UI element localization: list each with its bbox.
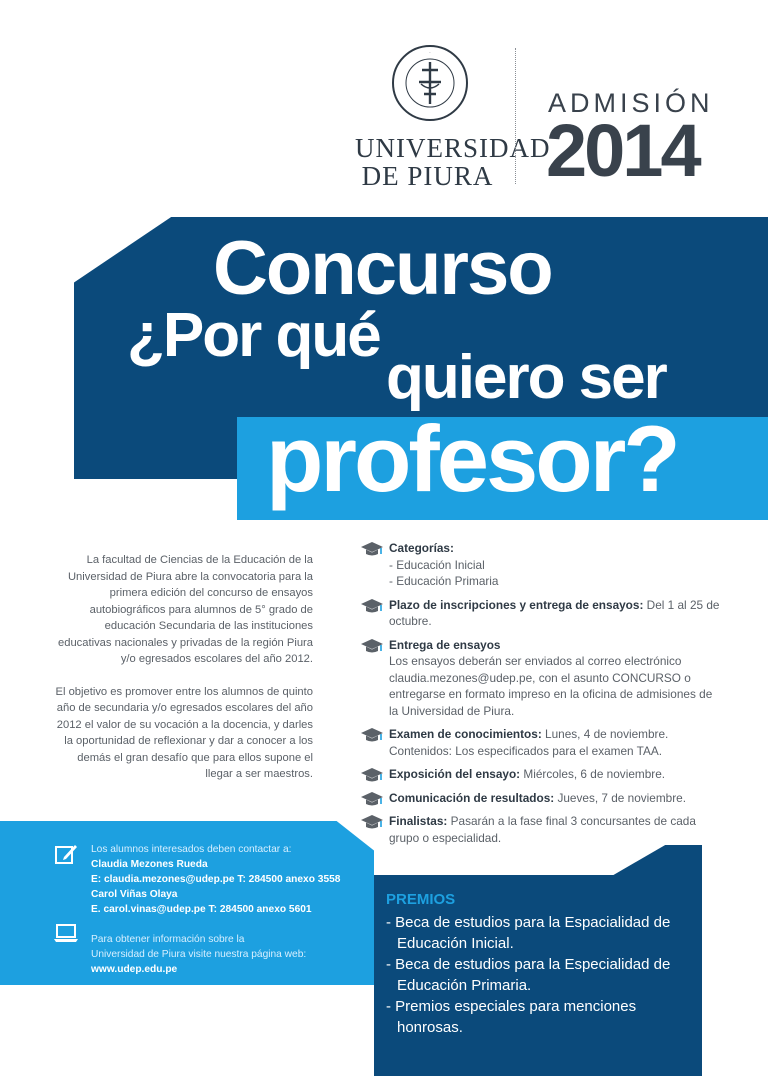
info-text: Jueves, 7 de noviembre. bbox=[554, 790, 686, 805]
info-title: Examen de conocimientos: bbox=[389, 727, 542, 741]
contact-intro: Los alumnos interesados deben contactar a: bbox=[91, 844, 292, 855]
info-line bbox=[389, 726, 720, 743]
premio-item: - Beca de estudios para la Especialidad de Educación Primaria. bbox=[386, 956, 671, 994]
info-line bbox=[389, 597, 720, 630]
admission-year: 2014 bbox=[546, 109, 699, 192]
graduation-cap-icon bbox=[360, 792, 384, 807]
info-title: Categorías: bbox=[389, 541, 454, 555]
graduation-cap-icon bbox=[360, 599, 384, 614]
info-item bbox=[360, 597, 720, 630]
intro-paragraph-1: La facultad de Ciencias de la Educación de la Universidad de Piura abre la convocatoria para la primera edición del concurso de ensayos autobiográficos para alumnos de 5° grado de educación Secundaria de las instituciones educativas nacionales y privadas de la región Piura y/o egresados escolares del año 2012. bbox=[58, 554, 313, 665]
contact-name-1: Claudia Mezones Rueda bbox=[91, 859, 208, 870]
info-title: Comunicación de resultados: bbox=[389, 790, 555, 805]
contact-name-2: Carol Viñas Olaya bbox=[91, 889, 178, 900]
admission-label: ADMISIÓN bbox=[548, 88, 714, 118]
info-line bbox=[389, 813, 720, 846]
intro-paragraph-2: El objetivo es promover entre los alumnos de quinto año de secundaria y/o egresados escolares del año 2012 el valor de su vocación a la docencia, y darles la oportunidad de reflexionar y dar a conocer a los demás el gran desafío que para ellos supone el llegar a ser maestros. bbox=[55, 685, 313, 780]
university-name-line1: UNIVERSIDAD bbox=[355, 133, 551, 163]
info-item bbox=[360, 726, 720, 759]
info-title: Plazo de inscripciones y entrega de ensayos: bbox=[389, 597, 644, 612]
info-item bbox=[360, 540, 720, 590]
graduation-cap-icon bbox=[360, 542, 384, 557]
web-intro-2: Universidad de Piura visite nuestra página web: bbox=[91, 949, 307, 960]
title-line1: Concurso bbox=[213, 226, 552, 311]
info-item bbox=[360, 813, 720, 846]
info-title: Entrega de ensayos bbox=[389, 637, 501, 652]
graduation-cap-icon bbox=[360, 815, 384, 830]
premios-list bbox=[386, 912, 686, 1038]
contact-email-2[interactable]: E. carol.vinas@udep.pe T: 284500 anexo 5601 bbox=[91, 904, 312, 915]
header-divider bbox=[515, 48, 516, 184]
info-line bbox=[389, 790, 720, 807]
premio-item: - Premios especiales para menciones honrosas. bbox=[386, 998, 637, 1036]
info-line bbox=[389, 766, 720, 783]
intro-text bbox=[50, 552, 313, 799]
website-link[interactable]: www.udep.edu.pe bbox=[91, 964, 178, 975]
info-detail: - Educación Inicial bbox=[389, 557, 485, 572]
premio-item: - Beca de estudios para la Espacialidad de Educación Inicial. bbox=[386, 914, 671, 952]
edit-icon bbox=[54, 842, 78, 866]
info-detail: Los ensayos deberán ser enviados al correo electrónico claudia.mezones@udep.pe, con el asunto CONCURSO o entregarse en formato impreso en la oficina de admisiones de la Universidad de Piura. bbox=[389, 654, 713, 718]
info-title: Exposición del ensayo: bbox=[389, 767, 521, 781]
svg-text:·: · bbox=[429, 51, 431, 56]
info-item bbox=[360, 766, 720, 783]
title-line4: profesor? bbox=[266, 406, 678, 511]
graduation-cap-icon bbox=[360, 728, 384, 743]
university-name bbox=[355, 133, 551, 191]
info-detail: - Educación Primaria bbox=[389, 574, 499, 588]
contact-email-1[interactable]: E: claudia.mezones@udep.pe T: 284500 anexo 3558 bbox=[91, 874, 341, 885]
info-item bbox=[360, 637, 720, 720]
university-seal-logo bbox=[391, 44, 469, 122]
info-detail: Contenidos: Los especificados para el examen TAA. bbox=[389, 743, 663, 758]
info-item bbox=[360, 790, 720, 807]
info-text: Lunes, 4 de noviembre. bbox=[541, 727, 669, 741]
graduation-cap-icon bbox=[360, 768, 384, 783]
graduation-cap-icon bbox=[360, 639, 384, 654]
university-name-line2: DE PIURA bbox=[361, 161, 494, 191]
contact-text bbox=[91, 842, 381, 977]
info-line bbox=[389, 540, 720, 557]
laptop-icon bbox=[53, 923, 79, 943]
info-title: Finalistas: bbox=[389, 814, 448, 828]
info-list bbox=[360, 540, 720, 853]
web-intro-1: Para obtener información sobre la bbox=[91, 934, 245, 945]
title-line3: quiero ser bbox=[386, 343, 666, 412]
info-text: Miércoles, 6 de noviembre. bbox=[520, 767, 666, 781]
title-line2: ¿Por qué bbox=[127, 301, 380, 370]
premios-title: PREMIOS bbox=[386, 891, 456, 908]
info-text: Pasarán a la fase final 3 concursantes de cada grupo o especialidad. bbox=[389, 814, 696, 845]
info-line bbox=[389, 637, 720, 654]
info-text: Del 1 al 25 de octubre. bbox=[389, 597, 720, 628]
